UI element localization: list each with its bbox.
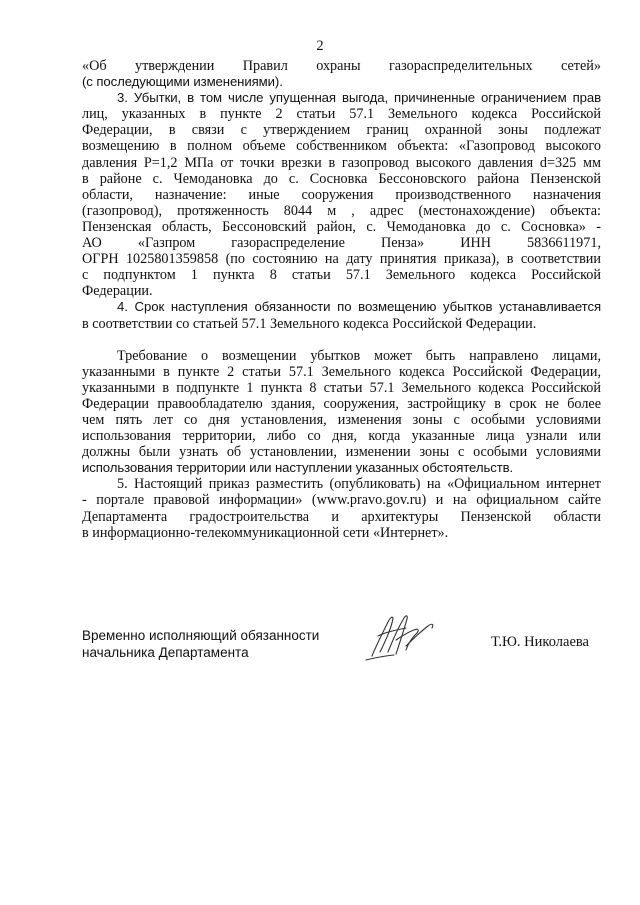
document-body	[82, 58, 601, 541]
text-line: Федерации, в связи с утверждением границ охранной зоны подлежат	[82, 122, 601, 139]
text-line: лиц, указанных в пункте 2 статьи 57.1 Земельного кодекса Российской	[82, 106, 601, 123]
text-line: в соответствии со статьей 57.1 Земельного кодекса Российской Федерации.	[82, 315, 537, 332]
text-line: АО «Газпром газораспределение Пенза» ИНН 5836611971,	[82, 235, 601, 252]
text-line: Департамента градостроительства и архитектуры Пензенской области	[82, 508, 601, 525]
handwritten-signature-icon	[362, 606, 440, 664]
page-number: 2	[316, 38, 324, 54]
text-line: области, назначение: иные сооружения производственного назначения	[82, 186, 601, 203]
text-line: 3. Убытки, в том числе упущенная выгода, причиненные ограничением прав	[117, 90, 601, 106]
text-line: Федерации правообладателю здания, сооружения, застройщику в срок не более	[82, 395, 601, 412]
text-line: Федерации.	[82, 283, 153, 300]
text-line: Пензенская область, Бессоновский район, с. Чемодановка до с. Сосновка» -	[82, 218, 601, 235]
text-line: с подпунктом 1 пункта 8 статьи 57.1 Земельного кодекса Российской	[82, 267, 601, 284]
text-line: использования территории или наступлении указанных обстоятельств.	[82, 460, 514, 476]
text-line: использования территории, либо со дня, когда указанные лица узнали или	[82, 428, 601, 445]
text-line: давления Р=1,2 МПа от точки врезки в газопровод высокого давления d=325 мм	[82, 154, 601, 171]
text-line: (газопровод), протяженность 8044 м , адрес (местонахождение) объекта:	[82, 202, 601, 219]
text-line: чем пять лет со дня установления, изменения зоны с особыми условиями	[82, 411, 601, 428]
text-line: в информационно-телекоммуникационной сети «Интернет».	[82, 524, 449, 541]
position-line-2: начальника Департамента	[82, 645, 249, 660]
text-line: в районе с. Чемодановка до с. Сосновка Бессоновского района Пензенской	[82, 170, 601, 187]
text-line: - портале правовой информации» (www.pravo.gov.ru) и на официальном сайте	[82, 492, 601, 509]
text-line: указанными в подпункте 1 пункта 8 статьи 57.1 Земельного кодекса Российской	[82, 379, 601, 396]
text-line: указанными в пункте 2 статьи 57.1 Земельного кодекса Российской Федерации,	[82, 363, 601, 380]
signer-name: Т.Ю. Николаева	[491, 634, 589, 650]
text-line: «Об утверждении Правил охраны газораспределительных сетей»	[82, 58, 601, 74]
text-line: должны были узнать об установлении, изменении зоны с особыми условиями	[82, 444, 601, 461]
text-line: ОГРН 1025801359858 (по состоянию на дату принятия приказа), в соответствии	[82, 251, 601, 268]
text-line: 4. Срок наступления обязанности по возмещению убытков устанавливается	[117, 299, 601, 315]
signatory-position	[82, 627, 382, 661]
text-line: 5. Настоящий приказ разместить (опубликовать) на «Официальном интернет	[117, 476, 601, 493]
text-line: Требование о возмещении убытков может быть направлено лицами,	[117, 347, 601, 364]
position-line-1: Временно исполняющий обязанности	[82, 628, 320, 643]
text-line: возмещению в полном объеме собственником объекта: «Газопровод высокого	[82, 138, 601, 155]
text-line: (с последующими изменениями).	[82, 74, 283, 90]
paragraph-gap	[82, 332, 601, 348]
